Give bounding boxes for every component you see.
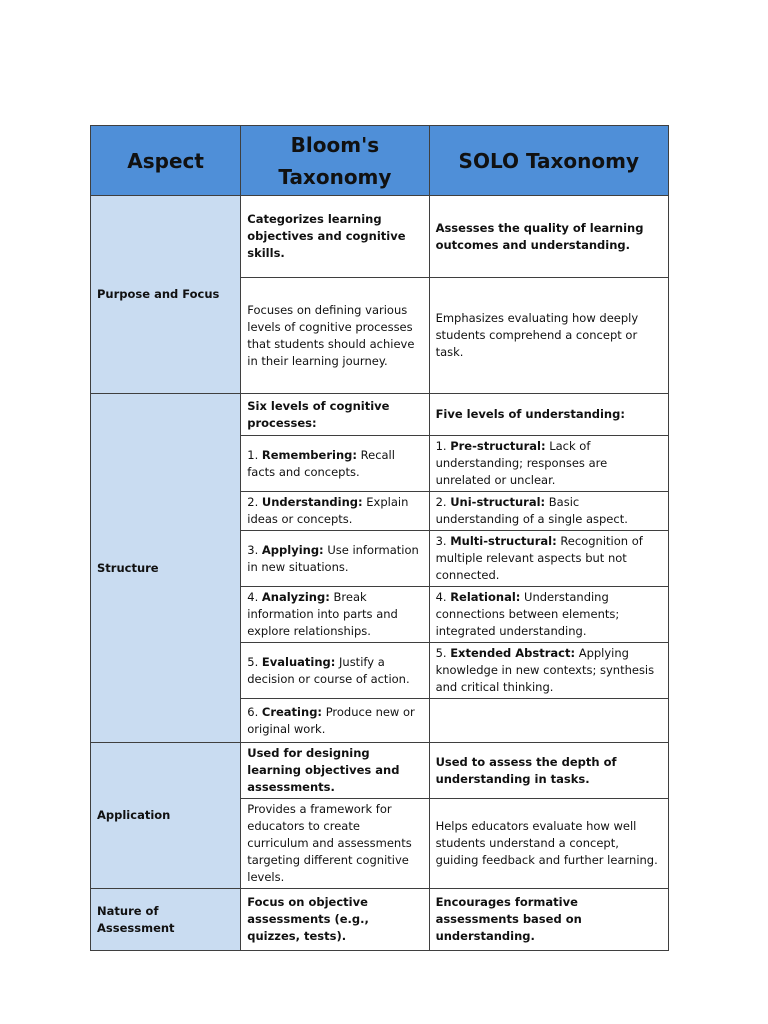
table-row bbox=[91, 889, 669, 951]
level-description: Use information in new situations. bbox=[247, 542, 419, 574]
solo-structure-intro: Five levels of understanding: bbox=[429, 394, 668, 436]
level-description: Basic understanding of a single aspect. bbox=[435, 495, 628, 526]
bloom-assessment: Focus on objective assessments (e.g., quizzes, tests). bbox=[241, 889, 429, 951]
level-name: Understanding: bbox=[261, 495, 363, 509]
taxonomy-comparison-table bbox=[90, 125, 669, 951]
level-description: Produce new or original work. bbox=[247, 704, 415, 736]
solo-level-4 bbox=[429, 587, 668, 643]
bloom-level-2 bbox=[241, 492, 429, 531]
solo-application-detail: Helps educators evaluate how well students understand a concept, guiding feedback and further learning. bbox=[429, 799, 668, 889]
solo-level-1 bbox=[429, 436, 668, 492]
header-row bbox=[91, 126, 669, 196]
table-row bbox=[91, 196, 669, 278]
bloom-level-4 bbox=[241, 587, 429, 643]
aspect-application: Application bbox=[91, 743, 241, 889]
level-name: Uni-structural: bbox=[450, 495, 546, 509]
table-row bbox=[91, 394, 669, 436]
header-blooms-taxonomy: Bloom's Taxonomy bbox=[241, 126, 429, 196]
level-description: Understanding connections between elements; integrated understanding. bbox=[435, 590, 620, 638]
level-description: Recognition of multiple relevant aspects but not connected. bbox=[435, 534, 643, 582]
bloom-purpose-detail: Focuses on defining various levels of cognitive processes that students should achieve in their learning journey. bbox=[241, 278, 429, 394]
bloom-level-5 bbox=[241, 643, 429, 699]
bloom-level-6 bbox=[241, 699, 429, 743]
level-name: Multi-structural: bbox=[450, 534, 557, 548]
level-description: Recall facts and concepts. bbox=[247, 447, 395, 479]
level-name: Remembering: bbox=[261, 447, 357, 462]
level-name: Pre-structural: bbox=[450, 439, 546, 453]
level-number: 5. bbox=[247, 654, 259, 669]
aspect-nature-of-assessment: Nature of Assessment bbox=[91, 889, 241, 951]
bloom-application-summary: Used for designing learning objectives and assessments. bbox=[241, 743, 429, 799]
level-number: 1. bbox=[435, 439, 447, 453]
level-number: 4. bbox=[247, 590, 259, 604]
solo-empty-cell bbox=[429, 699, 668, 743]
solo-level-3 bbox=[429, 531, 668, 587]
level-number: 2. bbox=[435, 495, 447, 509]
level-name: Applying: bbox=[261, 542, 324, 557]
level-description: Break information into parts and explore relationships. bbox=[247, 590, 398, 638]
aspect-structure: Structure bbox=[91, 394, 241, 743]
bloom-purpose-summary: Categorizes learning objectives and cognitive skills. bbox=[241, 196, 429, 278]
bloom-level-1 bbox=[241, 436, 429, 492]
level-number: 3. bbox=[247, 542, 259, 557]
level-description: Lack of understanding; responses are unrelated or unclear. bbox=[435, 439, 608, 487]
header-solo-taxonomy: SOLO Taxonomy bbox=[429, 126, 668, 196]
level-description: Explain ideas or concepts. bbox=[247, 495, 409, 526]
level-number: 3. bbox=[435, 534, 447, 548]
level-number: 1. bbox=[247, 447, 259, 462]
level-name: Analyzing: bbox=[261, 590, 330, 604]
level-description: Justify a decision or course of action. bbox=[247, 654, 410, 686]
level-name: Creating: bbox=[261, 704, 323, 719]
solo-application-summary: Used to assess the depth of understanding in tasks. bbox=[429, 743, 668, 799]
level-number: 6. bbox=[247, 704, 259, 719]
bloom-structure-intro: Six levels of cognitive processes: bbox=[241, 394, 429, 436]
level-description: Applying knowledge in new contexts; synthesis and critical thinking. bbox=[435, 646, 655, 694]
header-aspect: Aspect bbox=[91, 126, 241, 196]
solo-assessment: Encourages formative assessments based on understanding. bbox=[429, 889, 668, 951]
level-number: 5. bbox=[435, 646, 447, 660]
bloom-application-detail: Provides a framework for educators to create curriculum and assessments targeting different cognitive levels. bbox=[241, 799, 429, 889]
level-number: 2. bbox=[247, 495, 259, 509]
solo-level-2 bbox=[429, 492, 668, 531]
bloom-level-3 bbox=[241, 531, 429, 587]
level-name: Extended Abstract: bbox=[450, 646, 576, 660]
solo-purpose-summary: Assesses the quality of learning outcomes and understanding. bbox=[429, 196, 668, 278]
level-number: 4. bbox=[435, 590, 447, 604]
level-name: Evaluating: bbox=[261, 654, 336, 669]
aspect-purpose-and-focus: Purpose and Focus bbox=[91, 196, 241, 394]
solo-level-5 bbox=[429, 643, 668, 699]
table-row bbox=[91, 743, 669, 799]
solo-purpose-detail: Emphasizes evaluating how deeply students comprehend a concept or task. bbox=[429, 278, 668, 394]
level-name: Relational: bbox=[450, 590, 521, 604]
